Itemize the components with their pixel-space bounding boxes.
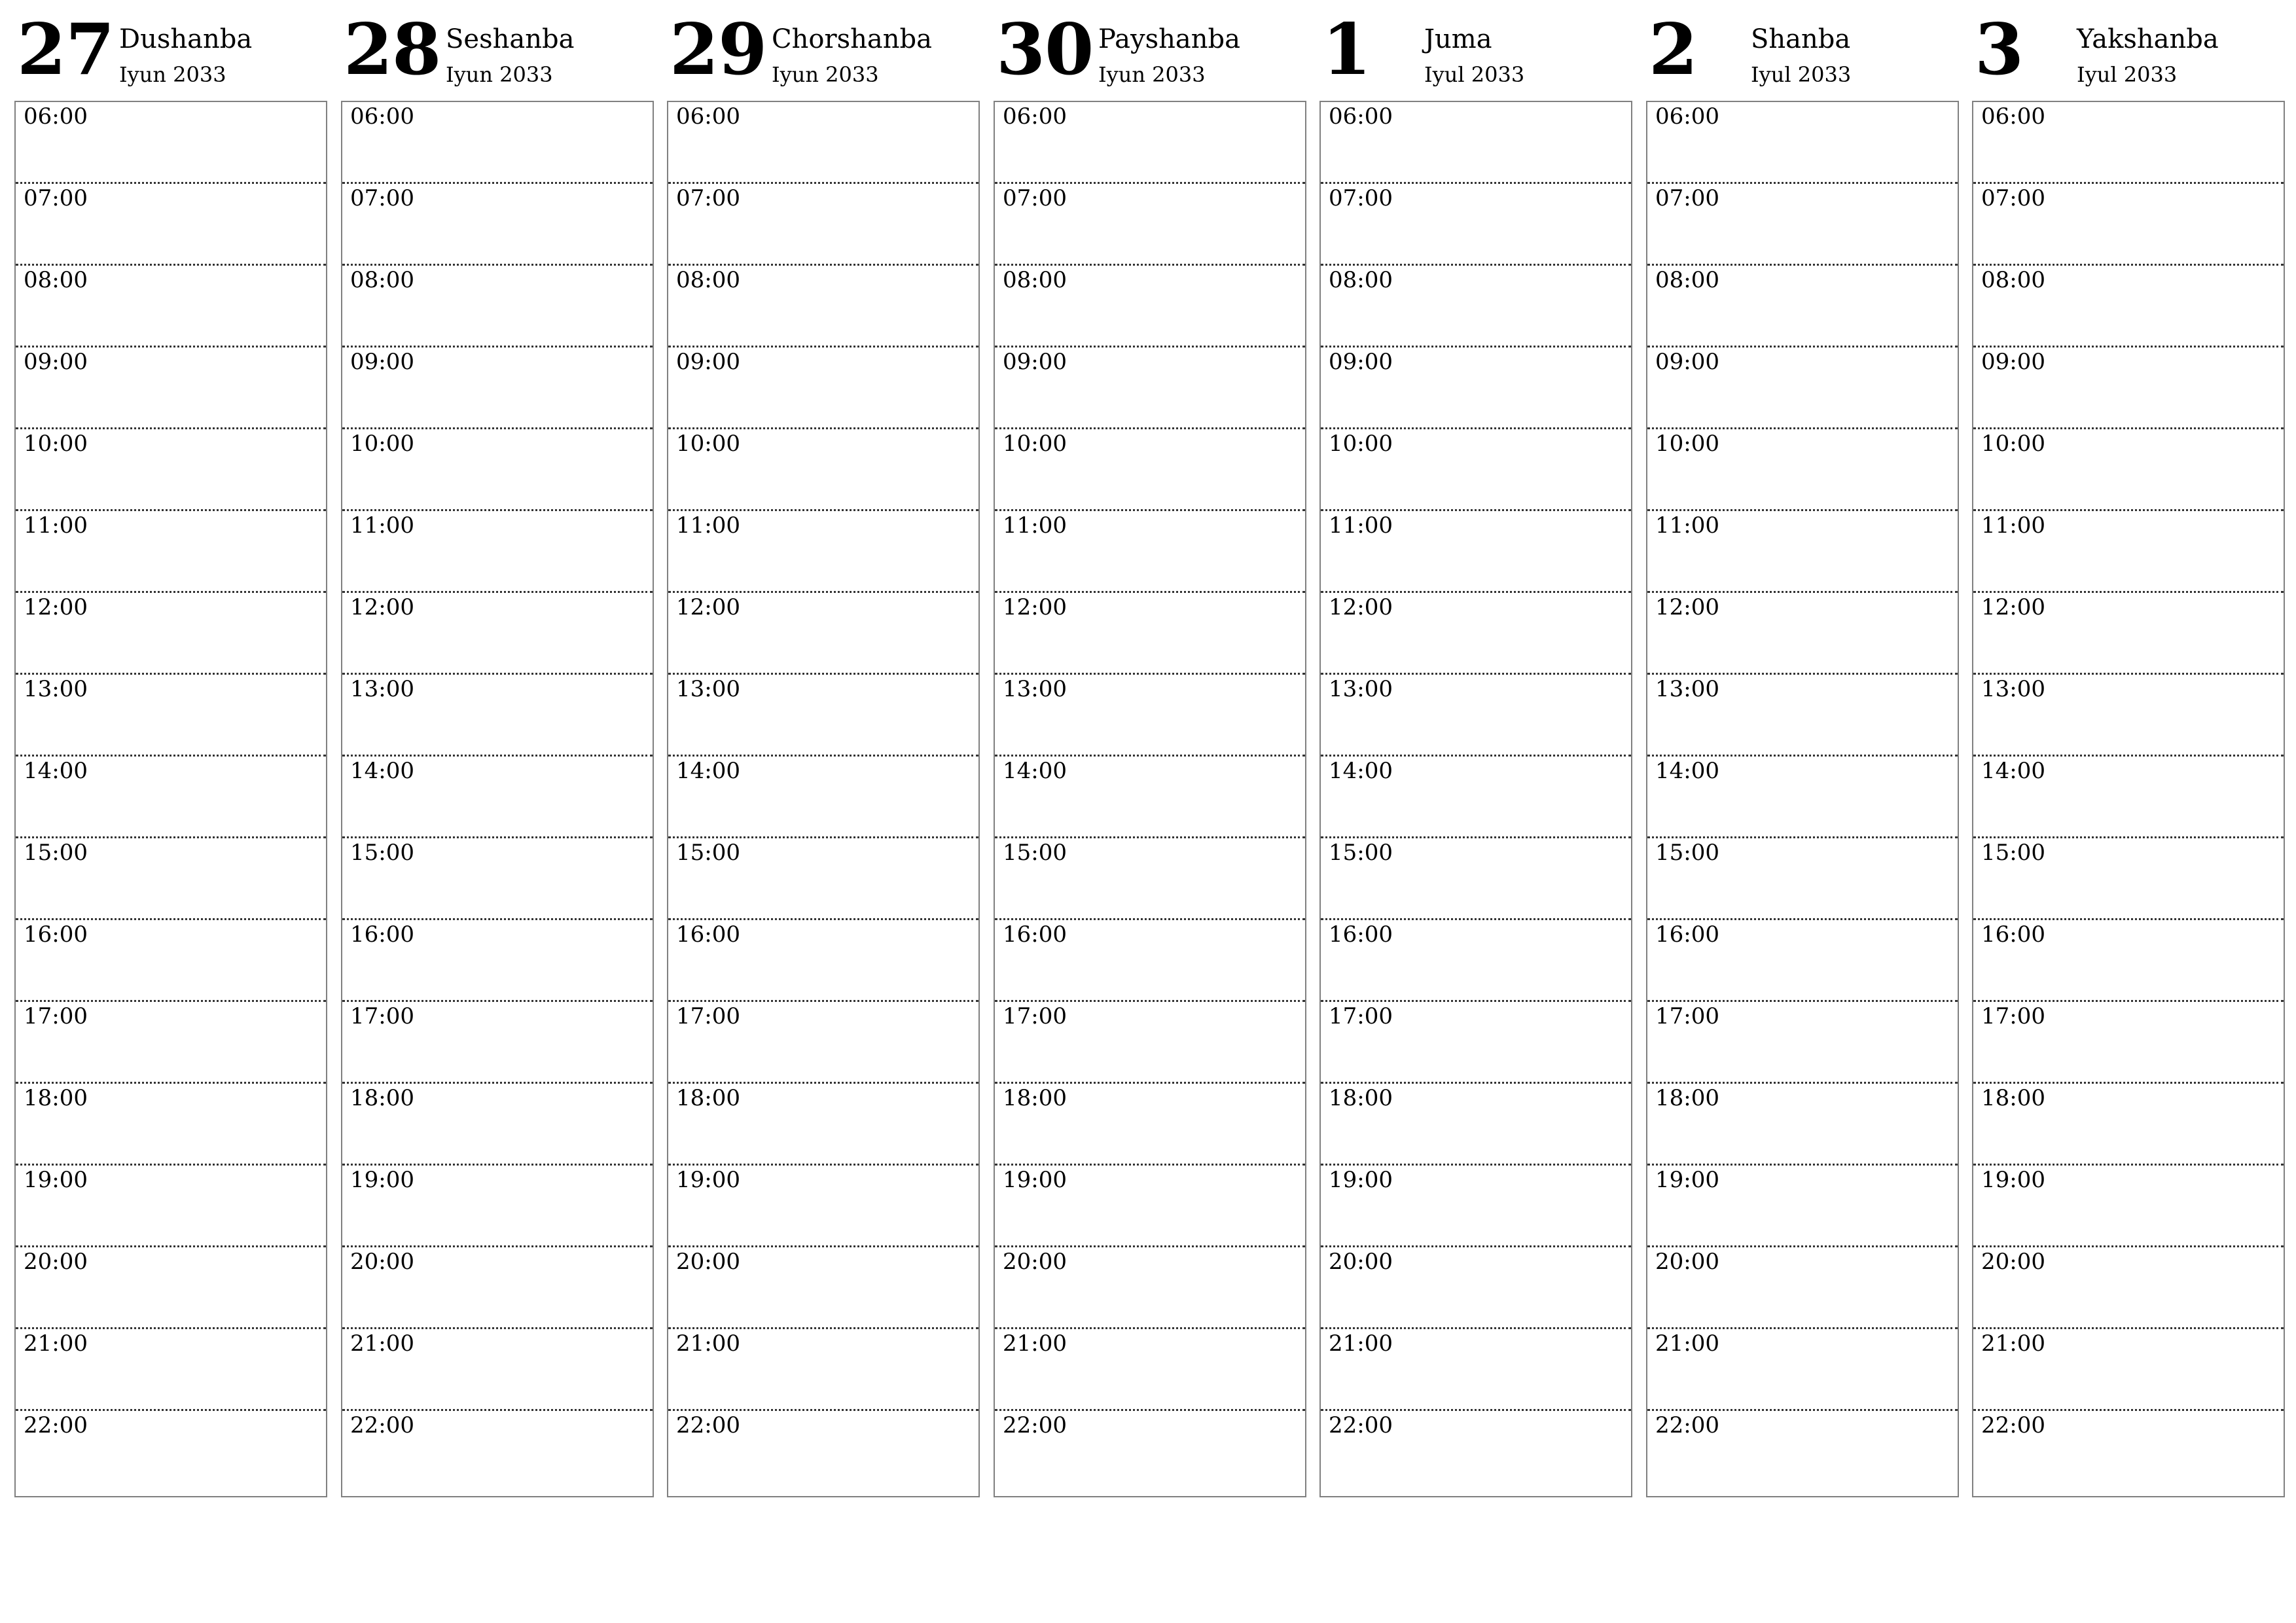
day-column: [341, 0, 654, 1438]
time-slot[interactable]: [16, 102, 326, 184]
time-slot[interactable]: [16, 1329, 326, 1411]
time-slot[interactable]: [1973, 838, 2284, 920]
time-slot[interactable]: [1321, 511, 1631, 593]
time-slot[interactable]: [16, 920, 326, 1002]
time-slot[interactable]: [1973, 102, 2284, 184]
day-schedule-box: [1646, 101, 1959, 1497]
time-slot[interactable]: [342, 184, 653, 266]
time-label: 10:00: [1655, 431, 1719, 457]
time-slot[interactable]: [1647, 675, 1958, 757]
time-slot[interactable]: [1973, 1166, 2284, 1247]
time-label: 22:00: [1981, 1412, 2045, 1438]
time-label: 15:00: [1655, 840, 1719, 866]
time-label: 21:00: [1003, 1330, 1067, 1357]
time-label: 14:00: [1981, 758, 2045, 784]
time-label: 21:00: [1655, 1330, 1719, 1357]
day-header: [1319, 0, 1632, 101]
time-label: 22:00: [24, 1412, 88, 1438]
time-slot[interactable]: [1973, 1247, 2284, 1329]
time-slot[interactable]: [995, 348, 1305, 429]
time-label: 08:00: [676, 267, 740, 293]
time-slot[interactable]: [995, 1084, 1305, 1166]
time-slot[interactable]: [668, 920, 978, 1002]
time-slot[interactable]: [995, 838, 1305, 920]
time-label: 13:00: [350, 676, 414, 702]
time-slot[interactable]: [1973, 593, 2284, 675]
time-label: 12:00: [676, 594, 740, 620]
time-slot[interactable]: [1321, 1084, 1631, 1166]
time-slot[interactable]: [342, 757, 653, 838]
time-label: 07:00: [24, 185, 88, 211]
time-slot[interactable]: [342, 1084, 653, 1166]
time-slot[interactable]: [668, 1247, 978, 1329]
time-slot[interactable]: [16, 838, 326, 920]
time-slot[interactable]: [1973, 757, 2284, 838]
day-number: 30: [996, 9, 1094, 91]
time-label: 08:00: [350, 267, 414, 293]
day-header: [667, 0, 980, 101]
time-label: 20:00: [1655, 1249, 1719, 1275]
time-label: 06:00: [676, 103, 740, 130]
time-label: 18:00: [1003, 1085, 1067, 1111]
time-slot[interactable]: [342, 920, 653, 1002]
time-label: 21:00: [350, 1330, 414, 1357]
time-label: 09:00: [1003, 349, 1067, 375]
time-slot[interactable]: [1321, 1247, 1631, 1329]
time-slot[interactable]: [668, 1002, 978, 1084]
time-label: 11:00: [350, 512, 414, 539]
time-label: 06:00: [1655, 103, 1719, 130]
time-label: 06:00: [350, 103, 414, 130]
time-label: 09:00: [24, 349, 88, 375]
time-label: 08:00: [1655, 267, 1719, 293]
time-slot[interactable]: [668, 348, 978, 429]
time-slot[interactable]: [16, 348, 326, 429]
time-slot[interactable]: [1647, 348, 1958, 429]
time-slot[interactable]: [1973, 1084, 2284, 1166]
time-slot[interactable]: [342, 1166, 653, 1247]
day-schedule-box: [1319, 101, 1632, 1497]
time-slot[interactable]: [995, 1411, 1305, 1493]
day-column: [14, 0, 327, 1438]
time-label: 12:00: [350, 594, 414, 620]
time-slot[interactable]: [1321, 266, 1631, 348]
time-slot[interactable]: [1321, 1411, 1631, 1493]
time-slot[interactable]: [995, 757, 1305, 838]
time-label: 15:00: [1981, 840, 2045, 866]
time-slot[interactable]: [668, 511, 978, 593]
time-label: 20:00: [350, 1249, 414, 1275]
time-label: 09:00: [350, 349, 414, 375]
time-slot[interactable]: [1647, 266, 1958, 348]
time-slot[interactable]: [668, 1411, 978, 1493]
time-label: 17:00: [1329, 1003, 1393, 1029]
time-slot[interactable]: [1973, 1411, 2284, 1493]
time-slot[interactable]: [668, 675, 978, 757]
time-label: 06:00: [1981, 103, 2045, 130]
time-slot[interactable]: [1647, 838, 1958, 920]
time-slot[interactable]: [668, 1084, 978, 1166]
time-slot[interactable]: [1647, 1247, 1958, 1329]
time-label: 16:00: [24, 921, 88, 948]
day-column: [1646, 0, 1959, 1438]
time-label: 07:00: [1329, 185, 1393, 211]
time-slot[interactable]: [995, 593, 1305, 675]
time-label: 22:00: [1003, 1412, 1067, 1438]
time-label: 14:00: [1329, 758, 1393, 784]
time-slot[interactable]: [1647, 1084, 1958, 1166]
time-slot[interactable]: [1647, 1002, 1958, 1084]
time-slot[interactable]: [342, 266, 653, 348]
time-label: 19:00: [1655, 1167, 1719, 1193]
time-label: 19:00: [1003, 1167, 1067, 1193]
day-month: Iyul 2033: [2077, 62, 2178, 87]
time-label: 10:00: [350, 431, 414, 457]
time-label: 17:00: [350, 1003, 414, 1029]
day-schedule-box: [14, 101, 327, 1497]
time-slot[interactable]: [16, 1411, 326, 1493]
time-label: 21:00: [24, 1330, 88, 1357]
day-header: [14, 0, 327, 101]
day-name: Shanba: [1751, 24, 1851, 54]
time-slot[interactable]: [16, 593, 326, 675]
time-label: 12:00: [1329, 594, 1393, 620]
day-number: 1: [1322, 9, 1371, 91]
time-slot[interactable]: [1321, 757, 1631, 838]
time-label: 22:00: [676, 1412, 740, 1438]
time-label: 13:00: [676, 676, 740, 702]
time-slot[interactable]: [995, 675, 1305, 757]
time-slot[interactable]: [342, 511, 653, 593]
time-slot[interactable]: [1321, 675, 1631, 757]
time-label: 16:00: [1003, 921, 1067, 948]
time-slot[interactable]: [342, 1247, 653, 1329]
time-label: 19:00: [350, 1167, 414, 1193]
time-label: 13:00: [1003, 676, 1067, 702]
time-slot[interactable]: [995, 184, 1305, 266]
time-slot[interactable]: [16, 184, 326, 266]
time-label: 09:00: [1329, 349, 1393, 375]
time-label: 08:00: [1329, 267, 1393, 293]
day-number: 29: [670, 9, 767, 91]
time-slot[interactable]: [995, 429, 1305, 511]
time-label: 17:00: [1655, 1003, 1719, 1029]
time-label: 16:00: [1329, 921, 1393, 948]
time-slot[interactable]: [668, 429, 978, 511]
day-name: Dushanba: [119, 24, 253, 54]
time-slot[interactable]: [16, 511, 326, 593]
time-label: 16:00: [676, 921, 740, 948]
time-label: 20:00: [24, 1249, 88, 1275]
time-label: 20:00: [1329, 1249, 1393, 1275]
time-slot[interactable]: [668, 266, 978, 348]
day-header: [341, 0, 654, 101]
time-slot[interactable]: [342, 1329, 653, 1411]
day-month: Iyul 2033: [1424, 62, 1525, 87]
day-header: [1972, 0, 2285, 101]
time-label: 18:00: [1655, 1085, 1719, 1111]
time-label: 17:00: [24, 1003, 88, 1029]
time-label: 08:00: [1981, 267, 2045, 293]
time-label: 06:00: [1003, 103, 1067, 130]
time-label: 15:00: [676, 840, 740, 866]
time-slot[interactable]: [342, 593, 653, 675]
time-slot[interactable]: [16, 1002, 326, 1084]
time-slot[interactable]: [1973, 511, 2284, 593]
time-label: 18:00: [1329, 1085, 1393, 1111]
time-label: 08:00: [1003, 267, 1067, 293]
time-slot[interactable]: [668, 757, 978, 838]
time-slot[interactable]: [1647, 1411, 1958, 1493]
time-slot[interactable]: [1647, 757, 1958, 838]
time-label: 11:00: [24, 512, 88, 539]
time-slot[interactable]: [995, 920, 1305, 1002]
time-slot[interactable]: [342, 429, 653, 511]
time-slot[interactable]: [995, 266, 1305, 348]
time-slot[interactable]: [1647, 920, 1958, 1002]
day-name: Juma: [1424, 24, 1492, 54]
time-label: 12:00: [24, 594, 88, 620]
time-slot[interactable]: [995, 1329, 1305, 1411]
time-slot[interactable]: [16, 1166, 326, 1247]
day-schedule-box: [341, 101, 654, 1497]
time-label: 10:00: [1003, 431, 1067, 457]
time-slot[interactable]: [668, 102, 978, 184]
time-label: 11:00: [1329, 512, 1393, 539]
time-slot[interactable]: [1647, 511, 1958, 593]
time-label: 20:00: [1981, 1249, 2045, 1275]
time-label: 13:00: [24, 676, 88, 702]
time-label: 13:00: [1981, 676, 2045, 702]
time-slot[interactable]: [16, 266, 326, 348]
time-label: 06:00: [24, 103, 88, 130]
time-slot[interactable]: [1647, 184, 1958, 266]
time-slot[interactable]: [16, 429, 326, 511]
time-label: 10:00: [1329, 431, 1393, 457]
time-slot[interactable]: [1973, 675, 2284, 757]
time-slot[interactable]: [342, 675, 653, 757]
day-schedule-box: [667, 101, 980, 1497]
time-slot[interactable]: [1321, 184, 1631, 266]
day-number: 27: [17, 9, 115, 91]
time-slot[interactable]: [342, 838, 653, 920]
time-slot[interactable]: [342, 1002, 653, 1084]
time-label: 09:00: [1981, 349, 2045, 375]
time-slot[interactable]: [1647, 429, 1958, 511]
time-label: 19:00: [24, 1167, 88, 1193]
time-slot[interactable]: [1973, 348, 2284, 429]
day-column: [994, 0, 1306, 1438]
time-label: 17:00: [1981, 1003, 2045, 1029]
time-slot[interactable]: [1973, 266, 2284, 348]
time-slot[interactable]: [995, 511, 1305, 593]
time-label: 10:00: [676, 431, 740, 457]
time-label: 11:00: [1981, 512, 2045, 539]
day-name: Seshanba: [446, 24, 575, 54]
day-name: Chorshanba: [772, 24, 932, 54]
time-label: 21:00: [676, 1330, 740, 1357]
time-slot[interactable]: [668, 1329, 978, 1411]
time-slot[interactable]: [1321, 1329, 1631, 1411]
time-label: 11:00: [676, 512, 740, 539]
time-slot[interactable]: [1647, 102, 1958, 184]
day-header: [994, 0, 1306, 101]
time-label: 21:00: [1329, 1330, 1393, 1357]
time-label: 14:00: [350, 758, 414, 784]
time-label: 15:00: [350, 840, 414, 866]
time-label: 15:00: [1003, 840, 1067, 866]
time-label: 10:00: [24, 431, 88, 457]
day-schedule-box: [994, 101, 1306, 1497]
time-slot[interactable]: [16, 757, 326, 838]
day-month: Iyun 2033: [119, 62, 226, 87]
day-name: Payshanba: [1098, 24, 1240, 54]
time-label: 11:00: [1655, 512, 1719, 539]
time-label: 16:00: [1655, 921, 1719, 948]
day-month: Iyun 2033: [772, 62, 879, 87]
time-label: 18:00: [24, 1085, 88, 1111]
day-number: 28: [344, 9, 441, 91]
day-number: 2: [1649, 9, 1698, 91]
time-slot[interactable]: [995, 1002, 1305, 1084]
time-slot[interactable]: [995, 1247, 1305, 1329]
time-label: 08:00: [24, 267, 88, 293]
time-slot[interactable]: [1321, 838, 1631, 920]
time-label: 19:00: [1329, 1167, 1393, 1193]
time-slot[interactable]: [668, 1166, 978, 1247]
time-slot[interactable]: [342, 348, 653, 429]
time-slot[interactable]: [995, 1166, 1305, 1247]
time-label: 22:00: [1329, 1412, 1393, 1438]
day-month: Iyun 2033: [1098, 62, 1206, 87]
time-label: 21:00: [1981, 1330, 2045, 1357]
day-column: [667, 0, 980, 1438]
time-label: 12:00: [1655, 594, 1719, 620]
time-label: 12:00: [1981, 594, 2045, 620]
time-label: 06:00: [1329, 103, 1393, 130]
time-slot[interactable]: [1321, 429, 1631, 511]
time-label: 09:00: [1655, 349, 1719, 375]
time-slot[interactable]: [342, 1411, 653, 1493]
time-slot[interactable]: [1647, 1329, 1958, 1411]
time-slot[interactable]: [995, 102, 1305, 184]
time-label: 19:00: [676, 1167, 740, 1193]
time-label: 14:00: [1655, 758, 1719, 784]
time-label: 20:00: [676, 1249, 740, 1275]
time-slot[interactable]: [16, 1084, 326, 1166]
time-label: 18:00: [676, 1085, 740, 1111]
time-slot[interactable]: [342, 102, 653, 184]
day-column: [1972, 0, 2285, 1438]
time-label: 18:00: [350, 1085, 414, 1111]
day-header: [1646, 0, 1959, 101]
time-label: 17:00: [1003, 1003, 1067, 1029]
time-slot[interactable]: [1321, 1166, 1631, 1247]
time-label: 14:00: [1003, 758, 1067, 784]
time-slot[interactable]: [668, 184, 978, 266]
time-label: 07:00: [1655, 185, 1719, 211]
time-label: 13:00: [1655, 676, 1719, 702]
time-slot[interactable]: [1321, 593, 1631, 675]
time-label: 22:00: [350, 1412, 414, 1438]
time-slot[interactable]: [1321, 102, 1631, 184]
time-label: 17:00: [676, 1003, 740, 1029]
day-column: [1319, 0, 1632, 1438]
time-label: 07:00: [1003, 185, 1067, 211]
day-month: Iyun 2033: [446, 62, 553, 87]
time-slot[interactable]: [1973, 1002, 2284, 1084]
time-slot[interactable]: [1647, 1166, 1958, 1247]
day-name: Yakshanba: [2077, 24, 2219, 54]
time-label: 07:00: [1981, 185, 2045, 211]
time-slot[interactable]: [668, 593, 978, 675]
time-label: 18:00: [1981, 1085, 2045, 1111]
time-slot[interactable]: [1647, 593, 1958, 675]
time-slot[interactable]: [1973, 1329, 2284, 1411]
time-label: 16:00: [1981, 921, 2045, 948]
time-label: 15:00: [1329, 840, 1393, 866]
time-label: 13:00: [1329, 676, 1393, 702]
time-label: 22:00: [1655, 1412, 1719, 1438]
day-month: Iyul 2033: [1751, 62, 1852, 87]
time-label: 15:00: [24, 840, 88, 866]
time-label: 10:00: [1981, 431, 2045, 457]
time-slot[interactable]: [1973, 429, 2284, 511]
time-slot[interactable]: [16, 1247, 326, 1329]
time-slot[interactable]: [1321, 1002, 1631, 1084]
time-label: 09:00: [676, 349, 740, 375]
time-label: 14:00: [676, 758, 740, 784]
time-label: 20:00: [1003, 1249, 1067, 1275]
time-label: 07:00: [350, 185, 414, 211]
time-label: 19:00: [1981, 1167, 2045, 1193]
day-schedule-box: [1972, 101, 2285, 1497]
time-slot[interactable]: [1973, 184, 2284, 266]
time-label: 12:00: [1003, 594, 1067, 620]
time-slot[interactable]: [1321, 920, 1631, 1002]
time-slot[interactable]: [1321, 348, 1631, 429]
time-slot[interactable]: [1973, 920, 2284, 1002]
time-slot[interactable]: [16, 675, 326, 757]
time-label: 07:00: [676, 185, 740, 211]
time-slot[interactable]: [668, 838, 978, 920]
time-label: 11:00: [1003, 512, 1067, 539]
time-label: 14:00: [24, 758, 88, 784]
day-number: 3: [1975, 9, 2024, 91]
time-label: 16:00: [350, 921, 414, 948]
